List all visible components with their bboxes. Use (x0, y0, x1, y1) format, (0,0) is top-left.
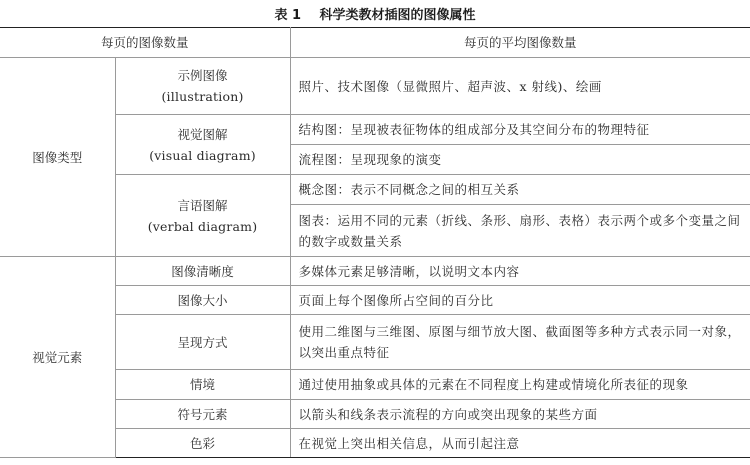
element-name: 图像清晰度 (115, 257, 290, 286)
table-caption (0, 4, 750, 23)
element-name: 图像大小 (115, 286, 290, 315)
image-attributes-table (0, 27, 750, 458)
type-name-en: (illustration) (161, 89, 244, 104)
description-cell: 在视觉上突出相关信息，从而引起注意 (290, 429, 750, 458)
type-name: 言语图解 (177, 197, 228, 213)
group-label-visual-elements: 视觉元素 (0, 257, 115, 458)
type-name-cell (115, 115, 290, 175)
type-name-cell (115, 175, 290, 257)
table-row (0, 58, 750, 115)
element-name: 符号元素 (115, 400, 290, 429)
description-cell: 照片、技术图像（显微照片、超声波、x 射线)、绘画 (290, 58, 750, 115)
element-name: 情境 (115, 370, 290, 400)
header-cell-images-per-page: 每页的图像数量 (0, 28, 290, 58)
type-name: 示例图像 (177, 68, 228, 83)
table-row (0, 257, 750, 286)
description-cell: 结构图：呈现被表征物体的组成部分及其空间分布的物理特征 (290, 115, 750, 145)
description-cell: 页面上每个图像所占空间的百分比 (290, 286, 750, 315)
header-cell-average-images: 每页的平均图像数量 (290, 28, 750, 58)
description-cell: 以箭头和线条表示流程的方向或突出现象的某些方面 (290, 400, 750, 429)
description-cell: 图表：运用不同的元素（折线、条形、扇形、表格）表示两个或多个变量之间的数字或数量关系 (290, 205, 750, 257)
description-cell: 流程图：呈现现象的演变 (290, 145, 750, 175)
table-number: 表 1 (274, 8, 302, 23)
type-name-en: (visual diagram) (149, 147, 256, 163)
description-cell: 多媒体元素足够清晰，以说明文本内容 (290, 257, 750, 286)
type-name-en: (verbal diagram) (147, 218, 258, 234)
type-name-cell (115, 58, 290, 115)
type-name: 视觉图解 (177, 126, 228, 142)
description-cell: 概念图：表示不同概念之间的相互关系 (290, 175, 750, 205)
element-name: 色彩 (115, 429, 290, 458)
element-name: 呈现方式 (115, 315, 290, 370)
header-row (0, 28, 750, 58)
description-cell: 通过使用抽象或具体的元素在不同程度上构建或情境化所表征的现象 (290, 370, 750, 400)
table-title: 科学类教材插图的图像属性 (319, 8, 476, 23)
group-label-image-type: 图像类型 (0, 58, 115, 257)
description-cell: 使用二维图与三维图、原图与细节放大图、截面图等多种方式表示同一对象，以突出重点特征 (290, 315, 750, 370)
